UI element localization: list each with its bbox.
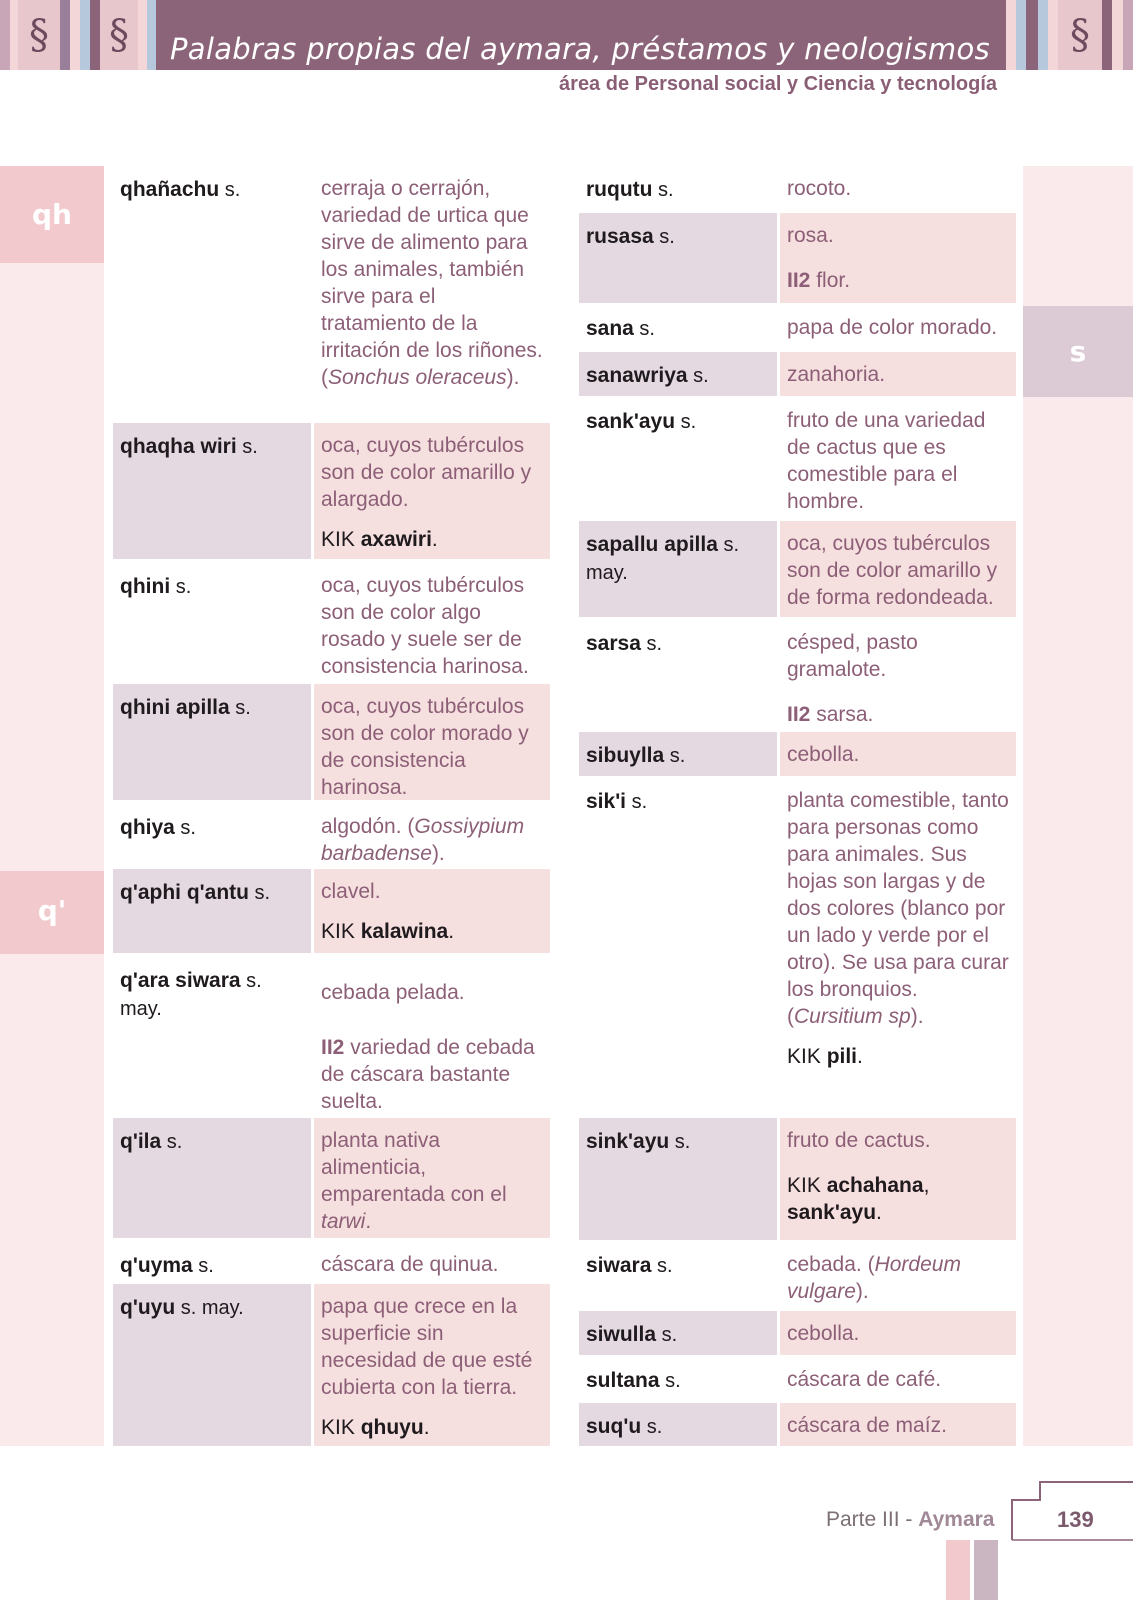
equivalent-word: achahana: [826, 1174, 924, 1197]
definition-cell: [780, 1118, 1016, 1240]
stair-step-decoration: [940, 1470, 1133, 1600]
definition-text: algodón. (: [321, 815, 415, 838]
headword: q'aphi q'antu: [120, 881, 249, 904]
definition-cell: [314, 166, 550, 419]
definition-text: fruto de cactus.: [787, 1129, 931, 1152]
definition-cell: [780, 398, 1016, 518]
equivalent-end: .: [431, 528, 438, 551]
headword: sapallu apilla: [586, 533, 718, 556]
headword-cell: [579, 1403, 777, 1446]
definition-text: sarsa.: [810, 703, 874, 726]
definition-text: rocoto.: [787, 177, 852, 200]
second-sense: [321, 1034, 544, 1115]
part-of-speech: s.: [687, 365, 709, 387]
dictionary-entry: [579, 778, 1016, 1103]
part-of-speech: s.: [626, 791, 648, 813]
footer-language: Aymara: [918, 1508, 995, 1531]
definition-text: oca, cuyos tubérculos son de color amarillo y de forma redondeada.: [787, 532, 998, 609]
headword: q'uyu: [120, 1296, 176, 1319]
dictionary-entry: [579, 1242, 1016, 1308]
dictionary-entry: [579, 305, 1016, 350]
headword-cell: [579, 1118, 777, 1240]
definition-text: .: [365, 1210, 372, 1233]
definition-text: cerraja o cerrajón, variedad de urtica que sirve de alimento para los animales, también sirve para el tratamiento de la irritación de los riñones. (: [321, 177, 543, 389]
equivalent-prefix: KIK: [787, 1174, 827, 1197]
dictionary-entry: [113, 423, 550, 559]
equivalent-word: qhuyu: [360, 1416, 424, 1439]
dictionary-entry: [113, 1284, 550, 1446]
definition-text: rosa.: [787, 224, 834, 247]
definition-cell: [780, 1311, 1016, 1355]
headword-cell: [113, 869, 311, 953]
headword: sana: [586, 317, 634, 340]
spiral-ornament-icon: §: [1058, 0, 1102, 70]
headword-cell: [579, 778, 777, 1103]
dictionary-entry: [113, 563, 550, 679]
headword-cell: [113, 1284, 311, 1446]
headword-cell: [579, 166, 777, 211]
part-of-speech: s.: [219, 179, 241, 201]
definition-cell: [780, 521, 1016, 617]
dictionary-entry: [579, 620, 1016, 730]
definition-text: oca, cuyos tubérculos son de color amarillo y alargado.: [321, 434, 532, 511]
definition-text: ).: [910, 1005, 924, 1028]
definition-text: ).: [855, 1280, 869, 1303]
part-of-speech: s.: [669, 1131, 691, 1153]
headword-cell: [579, 398, 777, 518]
part-of-speech: s.: [664, 745, 686, 767]
definition-text: variedad de cebada de cáscara bastante suelta.: [321, 1036, 535, 1113]
scientific-name: Hordeum vulgare: [787, 1253, 961, 1303]
definition-text: zanahoria.: [787, 363, 886, 386]
dictionary-entry: [579, 213, 1016, 303]
definition-cell: [780, 305, 1016, 350]
spiral-ornament-icon: §: [100, 0, 138, 70]
part-of-speech: s. may.: [175, 1297, 244, 1319]
letter-tab-s: s: [1023, 306, 1133, 397]
definition-text: planta comestible, tanto para personas como para animales. Sus hojas son largas y de dos colores (blanco por un lado y verde por el otro). Se usa para curar los bronquios. (: [787, 789, 1009, 1028]
scientific-name: tarwi: [321, 1210, 366, 1233]
headword-cell: [579, 1242, 777, 1308]
definition-cell: [314, 869, 550, 953]
headword: siwulla: [586, 1323, 657, 1346]
letter-tab-q: q': [0, 871, 104, 954]
definition-cell: [780, 166, 1016, 211]
headword-cell: [579, 213, 777, 303]
page-subtitle: área de Personal social y Ciencia y tecnología: [559, 73, 997, 95]
part-of-speech: s.: [656, 1324, 678, 1346]
headword-cell: [579, 1311, 777, 1355]
dictionary-entry: [579, 1403, 1016, 1446]
dictionary-entry: [579, 166, 1016, 211]
headword-cell: [579, 305, 777, 350]
equivalent-word: kalawina: [360, 920, 449, 943]
scientific-name: Cursitium sp: [794, 1005, 911, 1028]
definition-text: cáscara de maíz.: [787, 1414, 947, 1437]
headword-cell: [113, 423, 311, 559]
dictionary-entry: [579, 1311, 1016, 1355]
definition-text: fruto de una variedad de cactus que es comestible para el hombre.: [787, 409, 986, 513]
headword-cell: [579, 620, 777, 730]
dictionary-entry: [113, 869, 550, 953]
definition-text: flor.: [810, 269, 851, 292]
dictionary-entry: [579, 398, 1016, 518]
part-of-speech: s.: [653, 226, 675, 248]
definition-text: clavel.: [321, 880, 381, 903]
part-of-speech: s.: [717, 534, 740, 556]
headword: sibuylla: [586, 744, 665, 767]
definition-cell: [314, 1118, 550, 1238]
definition-cell: [314, 804, 550, 870]
footer-part: Parte III -: [826, 1508, 919, 1531]
headword: rusasa: [586, 225, 654, 248]
scientific-name: Sonchus oleraceus: [328, 366, 507, 389]
equivalent-prefix: KIK: [321, 1416, 361, 1439]
definition-cell: [314, 423, 550, 559]
equivalent-line: [321, 918, 544, 945]
headword: siwara: [586, 1254, 652, 1277]
woven-pattern-right: [1006, 0, 1133, 70]
definition-text: ).: [506, 366, 520, 389]
part-of-speech: s.: [651, 1255, 673, 1277]
part-of-speech: s.: [675, 411, 697, 433]
headword-cell: [579, 521, 777, 617]
headword: sanawriya: [586, 364, 688, 387]
definition-text: cebolla.: [787, 1322, 860, 1345]
equivalent-word: axawiri: [360, 528, 432, 551]
equivalent-line: [787, 1043, 1010, 1070]
definition-text: papa de color morado.: [787, 316, 998, 339]
headword-cell: [113, 1118, 311, 1238]
scientific-name: Gossiypium barbadense: [321, 815, 525, 865]
part-of-speech: s.: [170, 576, 192, 598]
definition-cell: [314, 684, 550, 800]
dictionary-entry: [579, 1118, 1016, 1240]
part-of-speech: s.: [640, 633, 663, 655]
headword-cell: [113, 804, 311, 870]
part-of-speech: s.: [229, 697, 251, 719]
definition-cell: [780, 213, 1016, 303]
usage-label: may.: [120, 998, 162, 1020]
definition-cell: [780, 1357, 1016, 1401]
headword: suq'u: [586, 1415, 642, 1438]
headword: q'ila: [120, 1130, 162, 1153]
equivalent-prefix: KIK: [321, 528, 361, 551]
definition-cell: [314, 563, 550, 679]
headword-cell: [579, 1357, 777, 1401]
equivalent-prefix: KIK: [787, 1045, 827, 1068]
equivalent-word: pili: [826, 1045, 858, 1068]
sense-number: II2: [787, 703, 811, 726]
page-title: Palabras propias del aymara, préstamos y neologismos: [170, 32, 990, 66]
equivalent-end: .: [857, 1045, 863, 1068]
left-index-rail: [0, 166, 104, 1446]
equivalent-end: .: [876, 1201, 882, 1224]
equivalent-line: [321, 1414, 544, 1441]
dictionary-entry: [113, 1242, 550, 1282]
dictionary-entry: [113, 1118, 550, 1238]
definition-cell: [780, 778, 1016, 1103]
headword: sik'i: [586, 790, 627, 813]
part-of-speech: s.: [641, 1416, 663, 1438]
definition-text: cáscara de quinua.: [321, 1253, 499, 1276]
definition-text: ).: [431, 842, 445, 865]
definition-cell: [780, 732, 1016, 776]
headword-cell: [113, 957, 311, 1115]
second-sense: [787, 701, 1010, 728]
headword-cell: [113, 684, 311, 800]
definition-cell: [314, 1284, 550, 1446]
dictionary-entry: [113, 804, 550, 870]
definition-text: planta nativa alimenticia, emparentada con el: [321, 1129, 507, 1206]
definition-text: cebada pelada.: [321, 981, 465, 1004]
definition-cell: [314, 1242, 550, 1282]
dictionary-entry: [579, 732, 1016, 776]
definition-cell: [314, 957, 550, 1115]
definition-text: oca, cuyos tubérculos son de color morado y de consistencia harinosa.: [321, 695, 529, 799]
definition-text: césped, pasto gramalote.: [787, 631, 918, 681]
definition-cell: [780, 352, 1016, 396]
definition-text: cáscara de café.: [787, 1368, 942, 1391]
second-sense: [787, 267, 1010, 294]
equivalent-line: [787, 1172, 1010, 1226]
headword-cell: [113, 563, 311, 679]
sense-number: II2: [787, 269, 811, 292]
headword: sank'ayu: [586, 410, 676, 433]
part-of-speech: s.: [659, 1370, 681, 1392]
part-of-speech: s.: [633, 318, 655, 340]
equivalent-line: [321, 526, 544, 553]
headword: q'ara siwara: [120, 969, 241, 992]
headword: qhaqha wiri: [120, 435, 237, 458]
headword: qhini: [120, 575, 171, 598]
dictionary-entry: [113, 957, 550, 1115]
dictionary-entry: [113, 684, 550, 800]
headword: qhañachu: [120, 178, 220, 201]
page-number: 139: [1057, 1507, 1094, 1532]
headword-cell: [579, 732, 777, 776]
definition-cell: [780, 1242, 1016, 1308]
definition-text: cebada. (: [787, 1253, 875, 1276]
woven-pattern-left: [0, 0, 156, 70]
definition-cell: [780, 620, 1016, 730]
headword-cell: [579, 352, 777, 396]
sense-number: II2: [321, 1036, 345, 1059]
spiral-ornament-icon: §: [18, 0, 60, 70]
definition-block: [787, 787, 1010, 1030]
part-of-speech: s.: [192, 1255, 214, 1277]
usage-label: may.: [586, 562, 628, 584]
equivalent-prefix: KIK: [321, 920, 361, 943]
headword: ruqutu: [586, 178, 653, 201]
footer-part-label: [826, 1506, 994, 1534]
equivalent-separator: ,: [923, 1174, 930, 1197]
headword-cell: [113, 1242, 311, 1282]
equivalent-end: .: [448, 920, 455, 943]
headword: qhiya: [120, 816, 175, 839]
part-of-speech: s.: [236, 436, 258, 458]
equivalent-word: sank'ayu: [787, 1201, 877, 1224]
equivalent-end: .: [423, 1416, 430, 1439]
definition-text: cebolla.: [787, 743, 860, 766]
part-of-speech: s.: [240, 970, 262, 992]
headword: sink'ayu: [586, 1130, 670, 1153]
dictionary-entry: [579, 352, 1016, 396]
part-of-speech: s.: [248, 882, 271, 904]
headword: sultana: [586, 1369, 660, 1392]
definition-text: papa que crece en la superficie sin necesidad de que esté cubierta con la tierra.: [321, 1295, 533, 1399]
definition-text: oca, cuyos tubérculos son de color algo rosado y suele ser de consistencia harinosa.: [321, 574, 529, 678]
letter-tab-qh: qh: [0, 166, 104, 263]
dictionary-entry: [579, 521, 1016, 617]
headword-cell: [113, 166, 311, 419]
headword: sarsa: [586, 632, 641, 655]
part-of-speech: s.: [652, 179, 674, 201]
headword: qhini apilla: [120, 696, 230, 719]
part-of-speech: s.: [161, 1131, 183, 1153]
headword: q'uyma: [120, 1254, 193, 1277]
dictionary-entry: [113, 166, 550, 419]
definition-cell: [780, 1403, 1016, 1446]
dictionary-entry: [579, 1357, 1016, 1401]
part-of-speech: s.: [174, 817, 196, 839]
